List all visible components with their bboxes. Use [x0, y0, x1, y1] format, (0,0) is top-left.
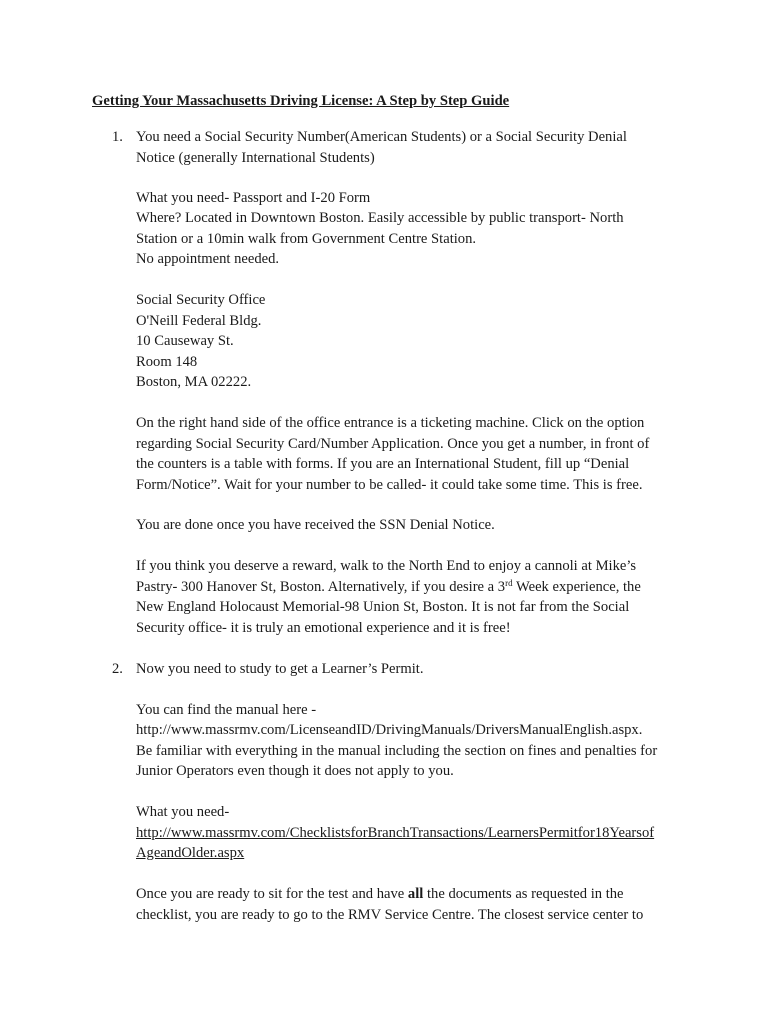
- step-2-intro: Now you need to study to get a Learner’s Permit.: [136, 661, 424, 677]
- reward-line: If you think you deserve a reward, walk to the North End to enjoy a cannoli at Mike’s: [136, 558, 637, 574]
- ready-line: checklist, you are ready to go to the RMV Service Centre. The closest service center to: [136, 907, 644, 923]
- instructions-line: Form/Notice”. Wait for your number to be called- it could take some time. This is free.: [136, 477, 643, 493]
- manual-line: You can find the manual here -: [136, 702, 317, 718]
- reward-line: New England Holocaust Memorial-98 Union St, Boston. It is not far from the Social: [136, 599, 630, 615]
- ready-line: [136, 885, 624, 903]
- done-text: You are done once you have received the SSN Denial Notice.: [136, 517, 495, 533]
- document-title: Getting Your Massachusetts Driving License: A Step by Step Guide: [92, 93, 510, 109]
- ready-line-text: Once you are ready to sit for the test and have: [136, 886, 408, 902]
- appointment-text: No appointment needed.: [136, 251, 280, 267]
- instructions-line: regarding Social Security Card/Number Application. Once you get a number, in front of: [136, 436, 650, 452]
- manual-line: Be familiar with everything in the manual including the section on fines and penalties for: [136, 743, 658, 759]
- where-text: Where? Located in Downtown Boston. Easily accessible by public transport- North: [136, 210, 624, 226]
- where-text: Station or a 10min walk from Government Centre Station.: [136, 231, 477, 247]
- checklist-link[interactable]: http://www.massrmv.com/ChecklistsforBranchTransactions/LearnersPermitfor18Yearsof: [136, 825, 655, 841]
- emphasis-all: all: [407, 886, 424, 902]
- step-1-intro-line: You need a Social Security Number(American Students) or a Social Security Denial: [136, 129, 627, 145]
- what-you-need-text: What you need- Passport and I-20 Form: [136, 190, 371, 206]
- address-line: Social Security Office: [136, 292, 266, 308]
- address-line: O'Neill Federal Bldg.: [136, 313, 262, 329]
- ready-line-text: the documents as requested in the: [423, 886, 624, 902]
- step-1-intro-line: Notice (generally International Students): [136, 150, 375, 166]
- manual-line: Junior Operators even though it does not apply to you.: [136, 763, 454, 779]
- reward-line-text: Pastry- 300 Hanover St, Boston. Alternatively, if you desire a 3: [136, 579, 506, 595]
- instructions-line: the counters is a table with forms. If you are an International Student, fill up “Denial: [136, 456, 630, 472]
- what-you-need-label: What you need-: [136, 804, 230, 820]
- checklist-link[interactable]: AgeandOlder.aspx: [136, 845, 245, 861]
- reward-line: Security office- it is truly an emotional experience and it is free!: [136, 620, 511, 636]
- manual-url-text: http://www.massrmv.com/LicenseandID/DrivingManuals/DriversManualEnglish.aspx.: [136, 722, 643, 738]
- step-2-number: 2.: [112, 661, 123, 677]
- address-line: Room 148: [136, 354, 198, 370]
- instructions-line: On the right hand side of the office entrance is a ticketing machine. Click on the option: [136, 415, 645, 431]
- address-line: 10 Causeway St.: [136, 333, 234, 349]
- address-line: Boston, MA 02222.: [136, 374, 252, 390]
- reward-line: [136, 578, 641, 596]
- ordinal-suffix: rd: [505, 578, 513, 588]
- reward-line-text: Week experience, the: [512, 579, 641, 595]
- step-1-number: 1.: [112, 129, 123, 145]
